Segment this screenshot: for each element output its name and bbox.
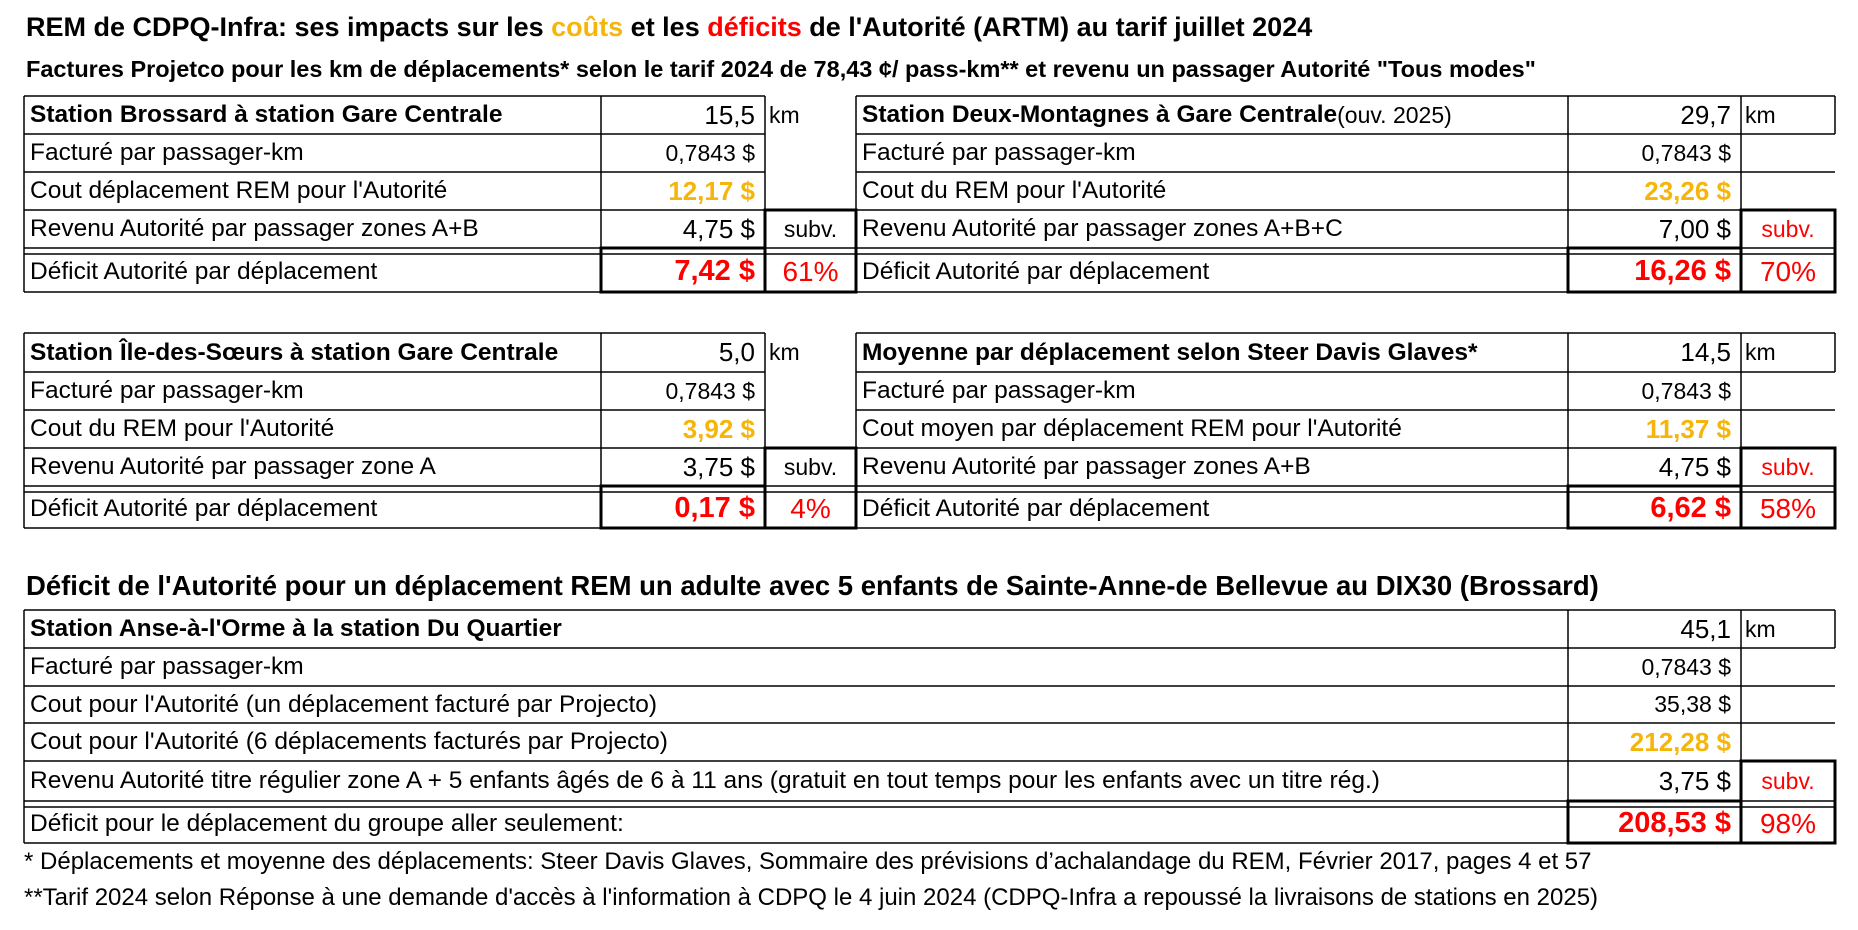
page-subtitle: Factures Projetco pour les km de déplacements* selon le tarif 2024 de 78,43 ¢/ pass-km** et revenu un passager Autorité "Tous modes" [26,56,1536,82]
brossard-subv-pct: 61% [782,255,839,287]
title-part: et les [623,12,708,42]
deux-montagnes-rate: 0,7843 $ [1641,139,1731,166]
title-part: REM de CDPQ-Infra: ses impacts sur les [26,12,552,42]
brossard-km: 15,5 [704,99,755,130]
groupe-cost6: 212,28 $ [1629,726,1731,757]
moyenne-deficit-label: Déficit Autorité par déplacement [862,494,1210,522]
brossard-revenue: 4,75 $ [682,213,755,244]
brossard-cost: 12,17 $ [668,175,755,206]
brossard-deficit: 7,42 $ [674,255,755,287]
groupe-deficit-label: Déficit pour le déplacement du groupe aller seulement: [30,809,624,837]
brossard-revenue-label: Revenu Autorité par passager zones A+B [30,215,479,242]
deux-montagnes-rate-label: Facturé par passager-km [862,139,1136,166]
moyenne-revenue: 4,75 $ [1658,451,1731,482]
groupe-km-unit: km [1745,615,1776,642]
ile-des-soeurs-subv-pct: 4% [790,492,831,524]
ile-des-soeurs-revenue-label: Revenu Autorité par passager zone A [30,453,436,480]
groupe-revenue: 3,75 $ [1658,765,1731,796]
deux-montagnes-header-note: (ouv. 2025) [1337,101,1452,128]
moyenne-subv-label: subv. [1761,453,1815,480]
deux-montagnes-subv-label: subv. [1761,215,1815,242]
group-section-title: Déficit de l'Autorité pour un déplacement REM un adulte avec 5 enfants de Sainte-Anne-de Bellevue au DIX30 (Brossard) [26,570,1599,601]
footnote-2: **Tarif 2024 selon Réponse à une demande d'accès à l'information à CDPQ le 4 juin 2024 (CDPQ-Infra a repoussé la livraisons de stations en 2025) [24,884,1599,911]
ile-des-soeurs-deficit: 0,17 $ [674,492,755,524]
moyenne-km-unit: km [1745,339,1776,365]
ile-des-soeurs-rate: 0,7843 $ [665,377,755,404]
ile-des-soeurs-rate-label: Facturé par passager-km [30,377,304,404]
deux-montagnes-revenue: 7,00 $ [1658,213,1731,244]
brossard-cost-label: Cout déplacement REM pour l'Autorité [30,177,448,204]
groupe-header: Station Anse-à-l'Orme à la station Du Quartier [30,615,562,642]
groupe-rate-label: Facturé par passager-km [30,653,304,680]
deux-montagnes-cost-label: Cout du REM pour l'Autorité [862,177,1167,204]
ile-des-soeurs-cost-label: Cout du REM pour l'Autorité [30,415,335,442]
moyenne-cost: 11,37 $ [1645,413,1731,444]
moyenne-revenue-label: Revenu Autorité par passager zones A+B [862,453,1311,480]
deux-montagnes-km: 29,7 [1680,99,1731,130]
brossard-rate: 0,7843 $ [665,139,755,166]
ile-des-soeurs-km: 5,0 [718,337,755,367]
ile-des-soeurs-km-unit: km [769,339,800,365]
groupe-revenue-label: Revenu Autorité titre régulier zone A + 5 enfants âgés de 6 à 11 ans (gratuit en tout temps pour les enfants avec un titre rég.) [30,767,1380,794]
ile-des-soeurs-deficit-label: Déficit Autorité par déplacement [30,494,378,522]
title-costs-word: coûts [551,12,624,42]
title-deficits-word: déficits [707,12,802,42]
moyenne-rate: 0,7843 $ [1641,377,1731,404]
ile-des-soeurs-cost: 3,92 $ [682,413,755,444]
brossard-km-unit: km [769,101,800,128]
deux-montagnes-header [856,96,1568,134]
deux-montagnes-subv-pct: 70% [1759,255,1817,287]
ile-des-soeurs-subv-label: subv. [783,453,838,480]
groupe-subv-label: subv. [1761,767,1815,794]
deux-montagnes-header-title: Station Deux-Montagnes à Gare Centrale [862,101,1338,128]
ile-des-soeurs-header: Station Île-des-Sœurs à station Gare Centrale [30,338,559,366]
deux-montagnes-deficit: 16,26 $ [1634,255,1731,287]
deux-montagnes-revenue-label: Revenu Autorité par passager zones A+B+C [862,215,1343,242]
ile-des-soeurs-revenue: 3,75 $ [682,451,755,482]
deux-montagnes-cost: 23,26 $ [1644,175,1731,206]
brossard-deficit-label: Déficit Autorité par déplacement [30,257,378,285]
moyenne-header: Moyenne par déplacement selon Steer Davis Glaves* [862,338,1478,366]
moyenne-deficit: 6,62 $ [1650,492,1731,524]
footnote-1: * Déplacements et moyenne des déplacements: Steer Davis Glaves, Sommaire des prévisions d’achalandage du REM, Février 2017, pages 4 et 57 [24,848,1592,875]
title-part: de l'Autorité (ARTM) au tarif juillet 2024 [801,12,1313,42]
moyenne-km: 14,5 [1680,337,1731,367]
groupe-cost6-label: Cout pour l'Autorité (6 déplacements facturés par Projecto) [30,728,668,755]
moyenne-subv-pct: 58% [1759,492,1817,524]
moyenne-rate-label: Facturé par passager-km [862,377,1136,404]
deux-montagnes-deficit-label: Déficit Autorité par déplacement [862,257,1210,285]
brossard-rate-label: Facturé par passager-km [30,139,304,166]
groupe-rate: 0,7843 $ [1641,653,1731,680]
groupe-km: 45,1 [1680,613,1731,644]
brossard-subv-label: subv. [783,215,838,242]
groupe-deficit: 208,53 $ [1618,807,1731,839]
groupe-cost1-label: Cout pour l'Autorité (un déplacement facturé par Projecto) [30,690,658,718]
groupe-cost1: 35,38 $ [1654,691,1731,717]
moyenne-cost-label: Cout moyen par déplacement REM pour l'Autorité [862,415,1402,442]
groupe-subv-pct: 98% [1759,807,1817,839]
deux-montagnes-km-unit: km [1745,101,1776,128]
brossard-header: Station Brossard à station Gare Centrale [30,101,503,128]
